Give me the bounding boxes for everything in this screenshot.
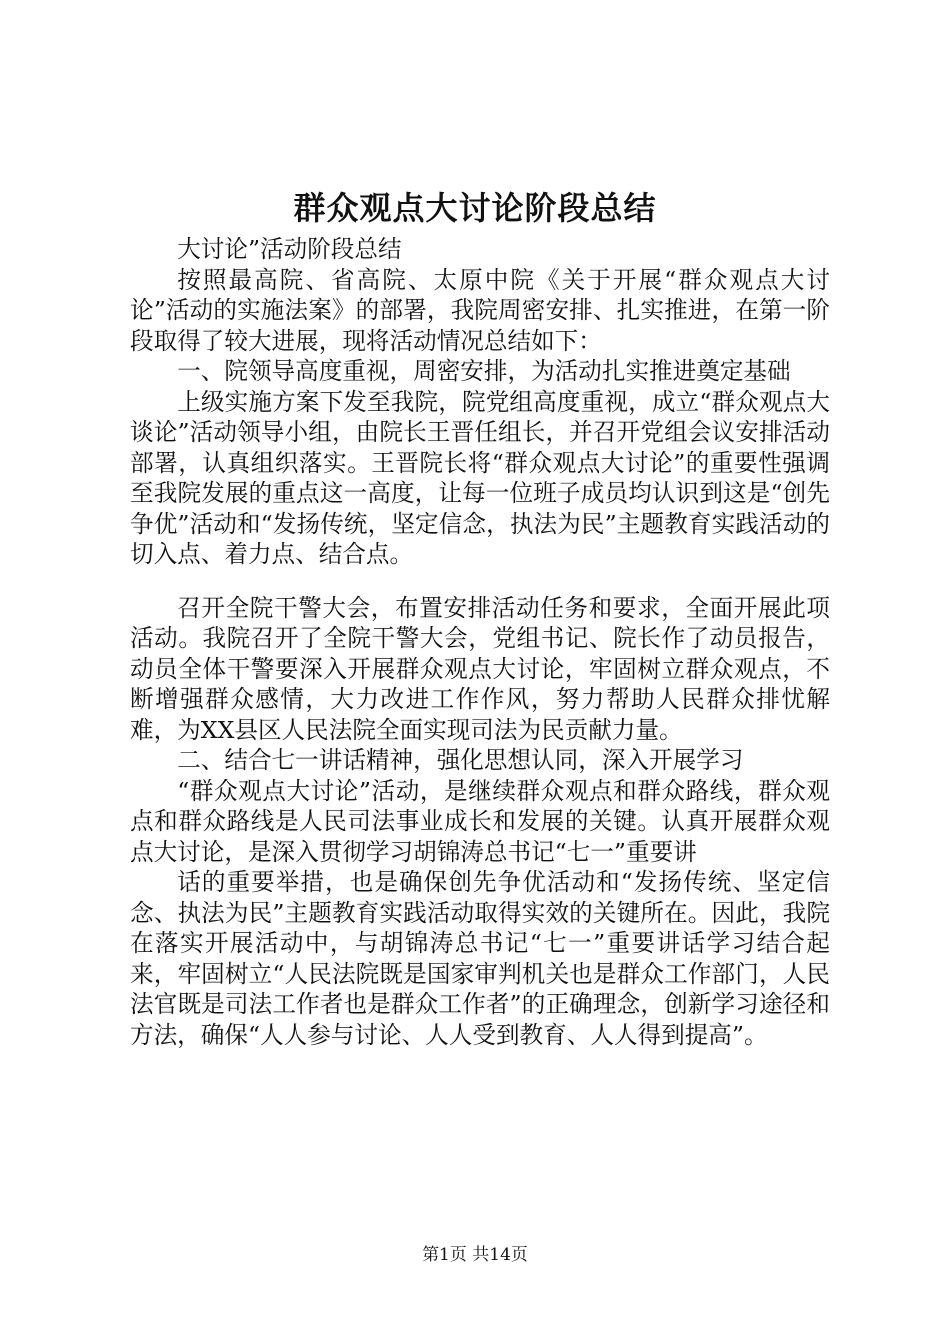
- paragraph-discussion: “群众观点大讨论”活动，是继续群众观点和群众路线，群众观点和群众路线是人民司法事业成长和发展的关键。认真开展群众观点大讨论，是深入贯彻学习胡锦涛总书记“七一”重要讲: [130, 776, 830, 866]
- paragraph-subtitle: 大讨论”活动阶段总结: [177, 235, 402, 263]
- page-number-footer: 第1页 共14页: [422, 1245, 528, 1265]
- document-body: [130, 234, 830, 1050]
- section-heading-one: 一、院领导高度重视，周密安排，为活动扎实推进奠定基础: [177, 357, 791, 385]
- section-heading-two: 二、结合七一讲话精神，强化思想认同，深入开展学习: [177, 746, 744, 774]
- paragraph-intro: 按照最高院、省高院、太原中院《关于开展“群众观点大讨论”活动的实施法案》的部署，我院周密安排、扎实推进，在第一阶段取得了较大进展，现将活动情况总结如下：: [130, 265, 830, 355]
- paragraph-measures: 话的重要举措，也是确保创先争优活动和“发扬传统、坚定信念、执法为民”主题教育实践活动取得实效的关键所在。因此，我院在落实开展活动中，与胡锦涛总书记“七一”重要讲话学习结合起来，牢固树立“人民法院既是国家审判机关也是群众工作部门，人民法官既是司法工作者也是群众工作者”的正确理念，创新学习途径和方法，确保“人人参与讨论、人人受到教育、人人得到提高”。: [130, 868, 830, 1049]
- document-title: 群众观点大讨论阶段总结: [293, 189, 657, 227]
- paragraph-leadership: 上级实施方案下发至我院，院党组高度重视，成立“群众观点大谈论”活动领导小组，由院长王晋任组长，并召开党组会议安排活动部署，认真组织落实。王晋院长将“群众观点大讨论”的重要性强调至我院发展的重点这一高度，让每一位班子成员均认识到这是“创先争优”活动和“发扬传统，坚定信念，执法为民”主题教育实践活动的切入点、着力点、结合点。: [130, 387, 830, 568]
- paragraph-meeting: 召开全院干警大会，布置安排活动任务和要求，全面开展此项活动。我院召开了全院干警大会，党组书记、院长作了动员报告，动员全体干警要深入开展群众观点大讨论，牢固树立群众观点，不断增强群众感情，大力改进工作作风，努力帮助人民群众排忧解难，为XX县区人民法院全面实现司法为民贡献力量。: [130, 593, 830, 744]
